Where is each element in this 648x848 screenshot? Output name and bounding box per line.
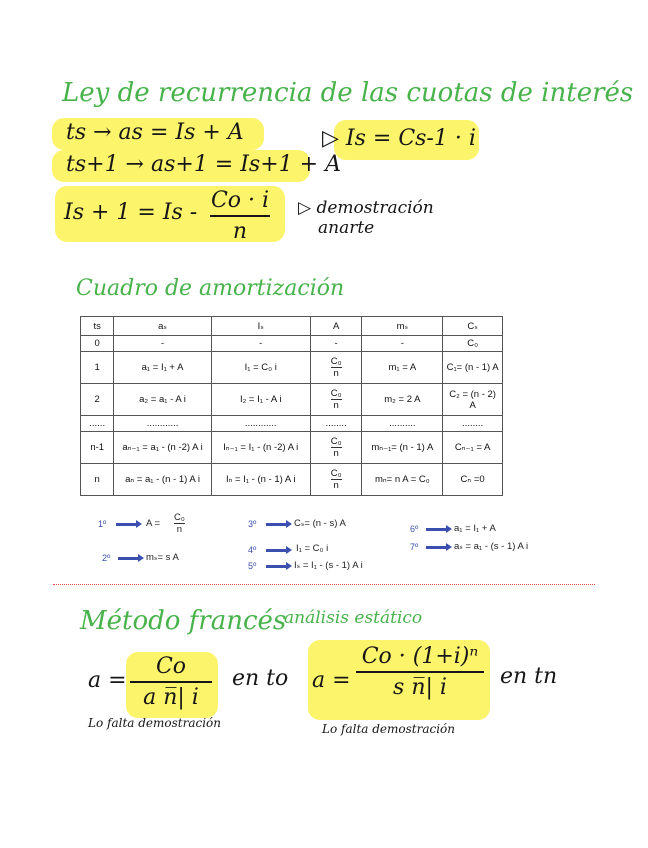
- cell-fraction-denominator: n: [331, 447, 342, 459]
- table-cell: ............: [114, 416, 211, 432]
- cell-fraction-denominator: n: [331, 367, 342, 379]
- table-row: [81, 464, 503, 496]
- cell-fraction: [331, 356, 342, 379]
- formula-2-fraction: [356, 644, 484, 700]
- table-cell: a₁ = I₁ + A: [114, 352, 211, 384]
- arrow-right-icon: [426, 546, 448, 549]
- col-as: aₛ: [114, 317, 211, 336]
- table-row: [81, 416, 503, 432]
- table-cell: Cₙ =0: [443, 464, 503, 496]
- table-cell: -: [114, 336, 211, 352]
- table-cell: ........: [310, 416, 362, 432]
- table-row: [81, 352, 503, 384]
- equation-as1: ts+1 → as+1 = Is+1 + A: [66, 152, 341, 177]
- table-cell-fraction: [310, 432, 362, 464]
- arrow-right-icon: [266, 549, 288, 552]
- formula-1-fraction: [130, 654, 212, 710]
- cell-fraction: [331, 388, 342, 411]
- table-cell: ............: [211, 416, 310, 432]
- fraction-bar: [130, 681, 212, 683]
- table-cell: ..........: [362, 416, 443, 432]
- col-ts: ts: [81, 317, 114, 336]
- step-1-fraction: [174, 512, 185, 535]
- demo-note-line1: ▷ demostración: [298, 198, 434, 218]
- formula-2-note: Lo falta demostración: [322, 722, 456, 736]
- table-cell: m₂ = 2 A: [362, 384, 443, 416]
- table-cell: C₁= (n - 1) A: [443, 352, 503, 384]
- step-4-ordinal: 4º: [248, 545, 257, 555]
- arrow-right-icon: [116, 523, 138, 526]
- formula-1-note: Lo falta demostración: [88, 716, 222, 730]
- table-cell: I₁ = C₀ i: [211, 352, 310, 384]
- cell-fraction: [331, 436, 342, 459]
- equation-as: ts → as = Is + A: [66, 120, 244, 145]
- table-row: [81, 432, 503, 464]
- table-cell: C₂ = (n - 2) A: [443, 384, 503, 416]
- table-header-row: [81, 317, 503, 336]
- table-cell: aₙ₋₁ = a₁ - (n -2) A i: [114, 432, 211, 464]
- table-cell: ........: [443, 416, 503, 432]
- step-7-text: aₛ = a₁ - (s - 1) A i: [454, 541, 529, 552]
- cell-fraction-numerator: C₀: [330, 468, 342, 479]
- table-cell: n: [81, 464, 114, 496]
- cell-fraction-denominator: n: [331, 399, 342, 411]
- step-6-text: a₁ = I₁ + A: [454, 523, 496, 534]
- step-1-ordinal: 1º: [98, 519, 107, 529]
- table-cell: -: [310, 336, 362, 352]
- amortization-table: [80, 316, 503, 496]
- step-5-text: Iₛ = I₁ - (s - 1) A i: [294, 560, 363, 571]
- fraction-denominator: s n̅| i: [393, 675, 447, 700]
- equation-is1-left: Is + 1 = Is -: [64, 200, 198, 225]
- table-cell: mₙ= n A = C₀: [362, 464, 443, 496]
- table-cell: Iₙ = I₁ - (n - 1) A i: [211, 464, 310, 496]
- step-2-ordinal: 2º: [102, 553, 111, 563]
- table-cell: 0: [81, 336, 114, 352]
- fraction-numerator: Co: [155, 654, 187, 679]
- table-cell: mₙ₋₁= (n - 1) A: [362, 432, 443, 464]
- fraction-numerator: Co · i: [210, 188, 270, 213]
- heading-recurrence: Ley de recurrencia de las cuotas de interés: [62, 78, 634, 108]
- table-cell: C₀: [443, 336, 503, 352]
- table-cell: I₂ = I₁ - A i: [211, 384, 310, 416]
- table-cell: ......: [81, 416, 114, 432]
- table-cell: n-1: [81, 432, 114, 464]
- step-1-text: A =: [146, 518, 160, 529]
- col-a: A: [310, 317, 362, 336]
- arrow-right-icon: [118, 557, 140, 560]
- cell-fraction-denominator: n: [331, 479, 342, 491]
- table-cell: -: [211, 336, 310, 352]
- cell-fraction-numerator: C₀: [330, 356, 342, 367]
- table-cell: a₂ = a₁ - A i: [114, 384, 211, 416]
- formula-1-after: en to: [232, 666, 289, 691]
- fraction-denominator: a n̅| i: [143, 685, 199, 710]
- step-7-ordinal: 7º: [410, 542, 419, 552]
- formula-2-after: en tn: [500, 664, 558, 689]
- fraction-numerator: Co · (1+i)ⁿ: [361, 644, 479, 669]
- formula-1-left: a =: [88, 668, 127, 693]
- formula-2-left: a =: [312, 668, 351, 693]
- table-cell: 1: [81, 352, 114, 384]
- col-cs: Cₛ: [443, 317, 503, 336]
- table-cell: m₁ = A: [362, 352, 443, 384]
- table-cell-fraction: [310, 352, 362, 384]
- arrow-right-icon: [426, 528, 448, 531]
- table-cell-fraction: [310, 464, 362, 496]
- step-3-ordinal: 3º: [248, 519, 257, 529]
- table-cell: Iₙ₋₁ = I₁ - (n -2) A i: [211, 432, 310, 464]
- col-is: Iₛ: [211, 317, 310, 336]
- col-ms: mₛ: [362, 317, 443, 336]
- step-3-text: Cₛ= (n - s) A: [294, 518, 346, 529]
- arrow-right-icon: [266, 565, 288, 568]
- step-6-ordinal: 6º: [410, 524, 419, 534]
- table-row: [81, 384, 503, 416]
- heading-amortization-table: Cuadro de amortización: [76, 276, 345, 301]
- heading-french-method: Método francés: [80, 606, 287, 636]
- table-cell: Cₙ₋₁ = A: [443, 432, 503, 464]
- table-cell: aₙ = a₁ - (n - 1) A i: [114, 464, 211, 496]
- step-2-text: mₛ= s A: [146, 552, 179, 563]
- cell-fraction: [331, 468, 342, 491]
- step-1-numerator: C₀: [174, 512, 185, 523]
- section-divider: [53, 584, 595, 585]
- equation-is: ▷ Is = Cs-1 · i: [322, 126, 476, 151]
- step-5-ordinal: 5º: [248, 561, 257, 571]
- cell-fraction-numerator: C₀: [330, 436, 342, 447]
- table-cell: 2: [81, 384, 114, 416]
- equation-is1-fraction: [210, 188, 270, 244]
- fraction-bar: [210, 215, 270, 217]
- fraction-bar: [356, 671, 484, 673]
- arrow-right-icon: [266, 523, 288, 526]
- table-cell: -: [362, 336, 443, 352]
- step-4-text: I₁ = C₀ i: [296, 543, 329, 554]
- table-cell-fraction: [310, 384, 362, 416]
- demo-note-line2: anarte: [318, 218, 375, 238]
- fraction-denominator: n: [232, 219, 248, 244]
- step-1-den: n: [174, 523, 185, 535]
- table-row: [81, 336, 503, 352]
- heading-static-analysis: análisis estático: [284, 608, 423, 628]
- cell-fraction-numerator: C₀: [330, 388, 342, 399]
